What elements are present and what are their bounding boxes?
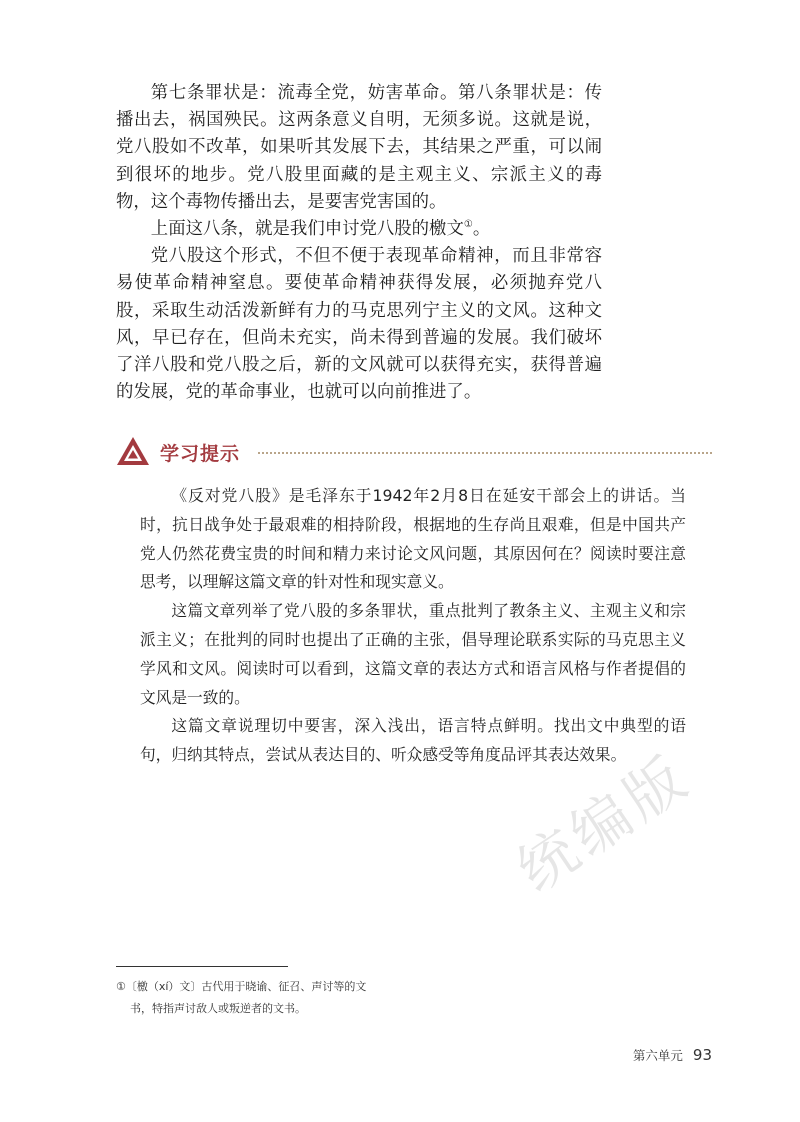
study-tips-title: 学习提示 — [160, 443, 241, 465]
study-tips-header — [116, 434, 712, 470]
unit-label: 第六单元 — [632, 1048, 683, 1063]
footnote-divider — [116, 966, 288, 967]
study-tip-paragraph: 《反对党八股》是毛泽东于1942年2月8日在延安干部会上的讲话。当时，抗日战争处于最艰难的相持阶段，根据地的生存尚且艰难，但是中国共产党人仍然花费宝贵的时间和精力来讨论文风问题，其原因何在？阅读时要注意思考，以理解这篇文章的针对性和现实意义。 — [140, 486, 686, 592]
watermark: 统编版 — [505, 741, 703, 906]
paragraph-crime-seven-eight: 第七条罪状是：流毒全党，妨害革命。第八条罪状是：传播出去，祸国殃民。这两条意义自明，无须多说。这就是说，党八股如不改革，如果听其发展下去，其结果之严重，可以闹到很坏的地步。党八股里面藏的是主观主义、宗派主义的毒物，这个毒物传播出去，是要害党害国的。 — [116, 83, 602, 212]
study-tips-body — [140, 482, 686, 770]
study-tips-icon — [116, 436, 150, 466]
footnote-line-2: 书，特指声讨敌人或叛逆者的文书。 — [130, 1002, 306, 1015]
footnote-line-1: ①〔檄（xí）文〕古代用于晓谕、征召、声讨等的文 — [116, 980, 367, 993]
dotted-divider — [258, 452, 712, 454]
study-tip-paragraph: 这篇文章列举了党八股的多条罪状，重点批判了教条主义、主观主义和宗派主义；在批判的同时也提出了正确的主张，倡导理论联系实际的马克思主义学风和文风。阅读时可以看到，这篇文章的表达方式和语言风格与作者提倡的文风是一致的。 — [140, 601, 686, 707]
footnote-reference-marker[interactable]: ① — [463, 219, 473, 231]
paragraph-new-style: 党八股这个形式，不但不便于表现革命精神，而且非常容易使革命精神窒息。要使革命精神获得发展，必须抛弃党八股，采取生动活泼新鲜有力的马克思列宁主义的文风。这种文风，早已存在，但尚未充实，尚未得到普遍的发展。我们破坏了洋八股和党八股之后，新的文风就可以获得充实，获得普遍的发展，党的革命事业，也就可以向前推进了。 — [116, 246, 602, 403]
paragraph-eight-articles-text: 上面这八条，就是我们申讨党八股的檄文 — [150, 219, 464, 240]
page-number: 93 — [692, 1046, 712, 1064]
main-text — [116, 80, 602, 406]
page-footer — [633, 1046, 712, 1064]
sentence-end-punctuation: 。 — [472, 219, 491, 240]
study-tip-paragraph: 这篇文章说理切中要害，深入浅出，语言特点鲜明。找出文中典型的语句，归纳其特点，尝试从表达目的、听众感受等角度品评其表达效果。 — [140, 716, 686, 765]
footnote — [116, 976, 416, 1020]
paragraph-eight-articles — [116, 216, 602, 243]
